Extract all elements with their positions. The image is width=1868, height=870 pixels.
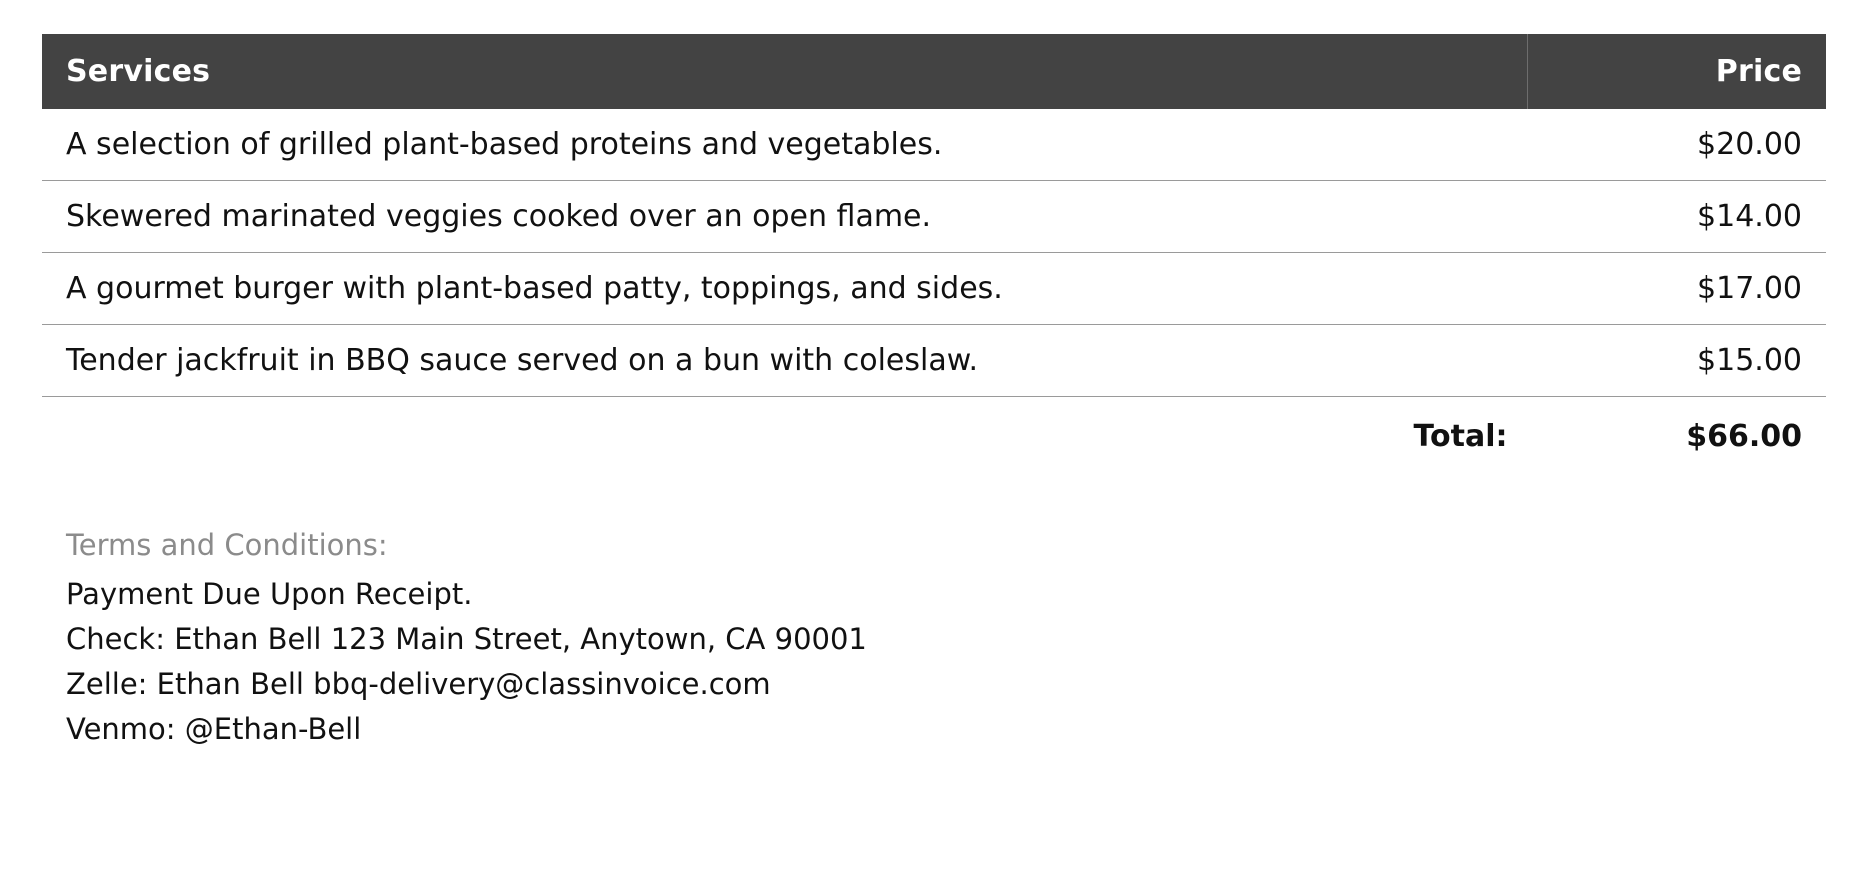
table-row <box>42 325 1826 397</box>
service-description: A gourmet burger with plant-based patty, toppings, and sides. <box>42 253 1528 325</box>
service-price: $20.00 <box>1528 109 1827 181</box>
table-header-row <box>42 34 1826 109</box>
table-total-row <box>42 397 1826 473</box>
table-row <box>42 109 1826 181</box>
service-price: $15.00 <box>1528 325 1827 397</box>
terms-line-venmo: Venmo: @Ethan-Bell <box>66 711 362 746</box>
services-table-header <box>42 34 1826 109</box>
column-header-price: Price <box>1528 34 1827 109</box>
terms-line-check: Check: Ethan Bell 123 Main Street, Anytown, CA 90001 <box>66 621 867 656</box>
table-row <box>42 253 1826 325</box>
service-price: $14.00 <box>1528 181 1827 253</box>
total-value: $66.00 <box>1686 419 1802 454</box>
column-header-services: Services <box>42 34 1528 109</box>
service-description: A selection of grilled plant-based proteins and vegetables. <box>42 109 1528 181</box>
terms-title: Terms and Conditions: <box>66 528 388 562</box>
services-table-body <box>42 109 1826 472</box>
terms-and-conditions-section <box>42 528 1826 752</box>
service-price: $17.00 <box>1528 253 1827 325</box>
terms-line-payment: Payment Due Upon Receipt. <box>66 577 473 611</box>
services-table <box>42 34 1826 472</box>
service-description: Skewered marinated veggies cooked over an open flame. <box>42 181 1528 253</box>
terms-line-zelle: Zelle: Ethan Bell bbq-delivery@classinvoice.com <box>66 666 771 701</box>
total-label: Total: <box>1413 419 1508 454</box>
table-row <box>42 181 1826 253</box>
service-description: Tender jackfruit in BBQ sauce served on a bun with coleslaw. <box>42 325 1528 397</box>
